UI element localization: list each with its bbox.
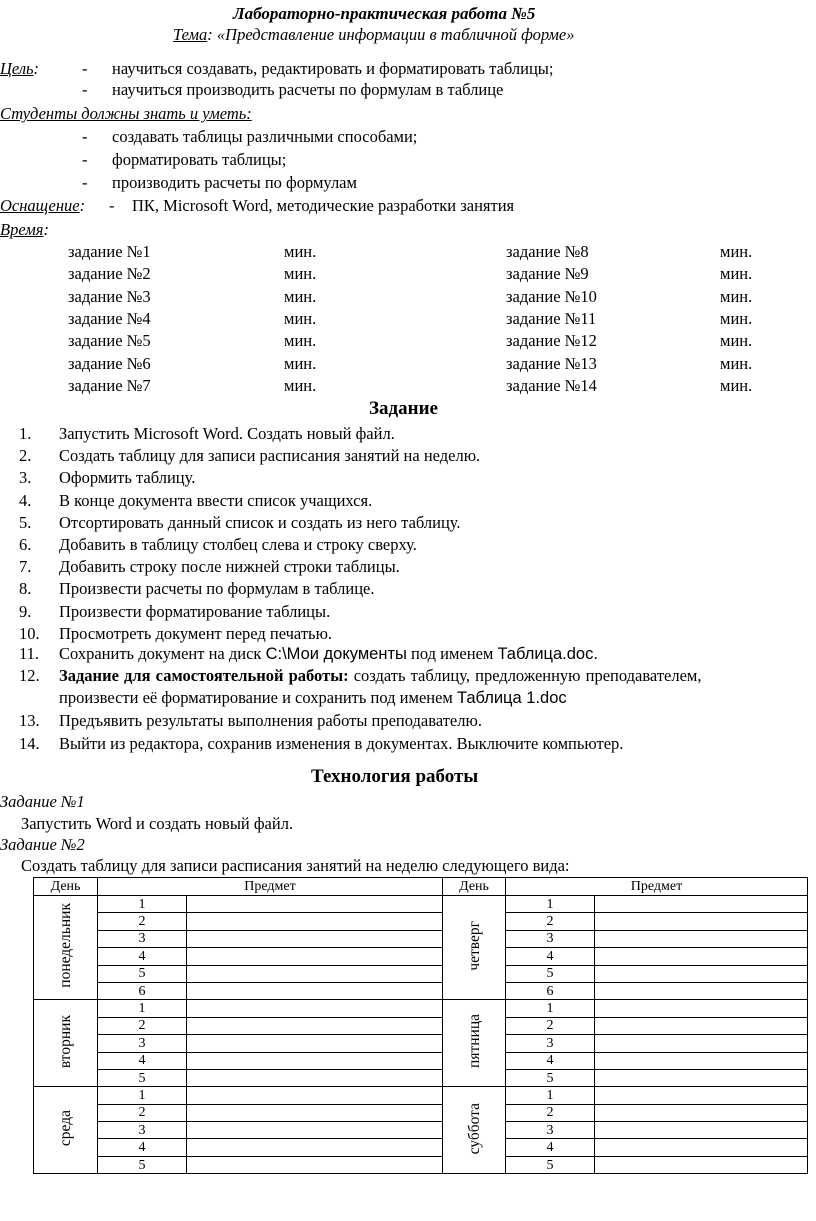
lesson-number: 1 xyxy=(98,1087,187,1104)
task-num-12: 12. xyxy=(19,666,40,685)
subject-cell[interactable] xyxy=(187,1139,443,1156)
day-cell-right xyxy=(443,1000,506,1087)
subject-cell[interactable] xyxy=(595,1156,808,1173)
task-heading: Задание xyxy=(369,398,438,419)
lesson-number: 1 xyxy=(506,1000,595,1017)
lesson-number: 1 xyxy=(506,1087,595,1104)
subject-cell[interactable] xyxy=(187,1156,443,1173)
task2-label: Задание №2 xyxy=(0,835,85,854)
subject-cell[interactable] xyxy=(187,1052,443,1069)
task1-text: Запустить Word и создать новый файл. xyxy=(21,814,294,833)
header-day: День xyxy=(34,878,98,896)
subject-cell[interactable] xyxy=(187,913,443,930)
task-num: 2. xyxy=(19,446,32,466)
time-task-right: задание №14 xyxy=(506,375,597,395)
table-row xyxy=(34,1000,808,1017)
skills-item-2: форматировать таблицы; xyxy=(112,150,287,169)
subject-cell[interactable] xyxy=(595,1069,808,1086)
table-row xyxy=(34,896,808,913)
day-name-right: пятница xyxy=(465,1014,483,1069)
time-unit-left: мин. xyxy=(284,308,317,328)
subject-cell[interactable] xyxy=(187,1087,443,1104)
table-row xyxy=(34,930,808,947)
lesson-number: 3 xyxy=(98,930,187,947)
subject-cell[interactable] xyxy=(595,1052,808,1069)
lesson-number: 4 xyxy=(98,948,187,965)
task-item: Произвести расчеты по формулам в таблице. xyxy=(59,579,375,599)
lesson-number: 1 xyxy=(98,1000,187,1017)
table-row xyxy=(34,1156,808,1173)
equipment-text: ПК, Microsoft Word, методические разработки занятия xyxy=(132,196,515,215)
time-unit-left: мин. xyxy=(284,264,317,284)
subject-cell[interactable] xyxy=(595,896,808,913)
task-item: В конце документа ввести список учащихся. xyxy=(59,490,373,510)
time-unit-right: мин. xyxy=(720,286,753,306)
task-num: 5. xyxy=(19,512,32,532)
time-unit-left: мин. xyxy=(284,331,317,351)
lesson-number: 2 xyxy=(98,1017,187,1034)
task-num: 7. xyxy=(19,557,32,577)
day-name-right: суббота xyxy=(465,1102,483,1154)
time-task-right: задание №9 xyxy=(506,264,589,284)
time-task-left: задание №4 xyxy=(68,308,151,328)
task-item: Добавить строку после нижней строки таблицы. xyxy=(59,557,400,577)
task-num: 8. xyxy=(19,579,32,599)
subject-cell[interactable] xyxy=(187,1104,443,1121)
lesson-number: 5 xyxy=(506,1156,595,1173)
skills-dash-1: - xyxy=(82,127,88,146)
time-unit-left: мин. xyxy=(284,353,317,373)
lesson-number: 2 xyxy=(98,1104,187,1121)
day-name-left: понедельник xyxy=(57,903,74,989)
goal-label-line: Цель: xyxy=(0,59,40,78)
lesson-number: 4 xyxy=(506,1139,595,1156)
subject-cell[interactable] xyxy=(595,965,808,982)
time-task-left: задание №1 xyxy=(68,242,151,261)
equipment-label-line: Оснащение: xyxy=(0,196,86,215)
goal-item-1: научиться создавать, редактировать и форматировать таблицы; xyxy=(112,59,554,78)
subject-cell[interactable] xyxy=(595,948,808,965)
table-row xyxy=(34,1017,808,1034)
day-name-left: среда xyxy=(57,1110,74,1147)
subject-cell[interactable] xyxy=(595,913,808,930)
lesson-number: 3 xyxy=(98,1122,187,1139)
skills-label: Студенты должны знать и уметь: xyxy=(0,104,252,123)
header-day: День xyxy=(443,878,506,896)
day-cell-left xyxy=(34,1087,98,1174)
lesson-number: 2 xyxy=(506,1017,595,1034)
file-name-2: Таблица 1.doc xyxy=(456,689,567,707)
path-text: C:\Мои документы xyxy=(265,645,407,663)
goal-item-2: научиться производить расчеты по формулам в таблице xyxy=(112,80,504,99)
day-cell-left xyxy=(34,896,98,1000)
time-label: Время xyxy=(0,220,44,239)
equipment-dash: - xyxy=(109,196,115,215)
subject-cell[interactable] xyxy=(595,1000,808,1017)
task-item-14: Выйти из редактора, сохранив изменения в документах. Выключите компьютер. xyxy=(59,734,624,753)
equipment-label: Оснащение xyxy=(0,196,80,215)
subject-cell[interactable] xyxy=(187,1035,443,1052)
lesson-number: 3 xyxy=(506,1035,595,1052)
time-unit-right: мин. xyxy=(720,242,753,261)
task-num: 10. xyxy=(19,623,40,643)
lesson-number: 4 xyxy=(98,1052,187,1069)
task-num: 6. xyxy=(19,535,32,554)
lesson-number: 5 xyxy=(98,1069,187,1086)
schedule-table xyxy=(33,877,808,1174)
task2-text: Создать таблицу для записи расписания занятий на неделю следующего вида: xyxy=(21,856,570,875)
task-item: Просмотреть документ перед печатью. xyxy=(59,623,333,643)
time-unit-right: мин. xyxy=(720,375,753,395)
lesson-number: 1 xyxy=(506,896,595,913)
task-item-13: Предъявить результаты выполнения работы преподавателю. xyxy=(59,711,482,730)
subject-cell[interactable] xyxy=(187,948,443,965)
theme-text: : «Представление информации в табличной форме» xyxy=(207,25,575,44)
lesson-number: 3 xyxy=(98,1035,187,1052)
subject-cell[interactable] xyxy=(187,965,443,982)
task-item: Произвести форматирование таблицы. xyxy=(59,601,331,621)
lesson-number: 5 xyxy=(506,1069,595,1086)
task-item-12-line2: произвести её форматирование и сохранить под именем Таблица 1.doc xyxy=(59,688,567,707)
task-num-14: 14. xyxy=(19,734,40,753)
time-unit-left: мин. xyxy=(284,242,317,261)
lesson-number: 4 xyxy=(98,1139,187,1156)
time-task-left: задание №5 xyxy=(68,331,151,351)
theme-line xyxy=(173,25,574,45)
subject-cell[interactable] xyxy=(595,1087,808,1104)
task-num: 9. xyxy=(19,601,32,621)
task-num: 3. xyxy=(19,468,32,488)
subject-cell[interactable] xyxy=(187,1069,443,1086)
lesson-number: 4 xyxy=(506,948,595,965)
time-label-line: Время: xyxy=(0,220,49,239)
table-row xyxy=(34,1139,808,1156)
skills-dash-3: - xyxy=(82,173,88,192)
file-name: Таблица.doc. xyxy=(497,645,598,663)
lesson-number: 2 xyxy=(506,913,595,930)
day-cell-right xyxy=(443,1087,506,1174)
table-row xyxy=(34,1069,808,1086)
task-num-11: 11. xyxy=(19,644,40,663)
day-cell-right xyxy=(443,896,506,1000)
time-unit-left: мин. xyxy=(284,375,317,395)
subject-cell[interactable] xyxy=(595,930,808,947)
day-name-left: вторник xyxy=(57,1014,74,1068)
subject-cell[interactable] xyxy=(595,1104,808,1121)
table-row xyxy=(34,965,808,982)
subject-cell[interactable] xyxy=(595,982,808,999)
table-row xyxy=(34,982,808,999)
table-row xyxy=(34,1035,808,1052)
time-task-right: задание №12 xyxy=(506,331,597,351)
time-task-right: задание №11 xyxy=(506,308,597,328)
task-item-11: Сохранить документ на диск C:\Мои документы под именем Таблица.doc. xyxy=(59,644,598,663)
goal-label: Цель xyxy=(0,59,34,78)
time-task-left: задание №7 xyxy=(68,375,151,395)
lesson-number: 5 xyxy=(98,965,187,982)
subject-cell[interactable] xyxy=(595,1035,808,1052)
table-header-row xyxy=(34,878,808,896)
lesson-number: 2 xyxy=(98,913,187,930)
task-item-12: Задание для самостоятельной работы: создать таблицу, предложенную преподавателем, xyxy=(59,666,702,685)
time-unit-left: мин. xyxy=(284,286,317,306)
self-work-label: Задание для самостоятельной работы: xyxy=(59,666,349,685)
time-task-left: задание №3 xyxy=(68,286,151,306)
subject-cell[interactable] xyxy=(187,1000,443,1017)
lesson-number: 5 xyxy=(506,965,595,982)
skills-dash-2: - xyxy=(82,150,88,169)
table-row xyxy=(34,1087,808,1104)
subject-cell[interactable] xyxy=(187,930,443,947)
lesson-number: 4 xyxy=(506,1052,595,1069)
document-title: Лабораторно-практическая работа №5 xyxy=(233,4,536,23)
goal-dash-1: - xyxy=(82,59,88,78)
table-row xyxy=(34,1104,808,1121)
day-cell-left xyxy=(34,1000,98,1087)
time-unit-right: мин. xyxy=(720,308,753,328)
theme-label: Тема xyxy=(173,25,208,44)
header-subject: Предмет xyxy=(506,878,808,896)
task-item: Добавить в таблицу столбец слева и строку сверху. xyxy=(59,535,417,554)
header-subject: Предмет xyxy=(98,878,443,896)
time-task-left: задание №6 xyxy=(68,353,151,373)
lesson-number: 2 xyxy=(506,1104,595,1121)
subject-cell[interactable] xyxy=(595,1017,808,1034)
subject-cell[interactable] xyxy=(187,1017,443,1034)
table-row xyxy=(34,913,808,930)
table-row xyxy=(34,1122,808,1139)
task-num: 1. xyxy=(19,424,32,443)
subject-cell[interactable] xyxy=(595,1122,808,1139)
time-unit-right: мин. xyxy=(720,264,753,284)
skills-item-1: создавать таблицы различными способами; xyxy=(112,127,418,146)
time-task-right: задание №13 xyxy=(506,353,597,373)
lesson-number: 6 xyxy=(506,982,595,999)
table-row xyxy=(34,948,808,965)
lesson-number: 3 xyxy=(506,930,595,947)
time-task-left: задание №2 xyxy=(68,264,151,284)
time-task-right: задание №8 xyxy=(506,242,589,261)
task-item: Запустить Microsoft Word. Создать новый файл. xyxy=(59,424,395,443)
subject-cell[interactable] xyxy=(187,982,443,999)
lesson-number: 6 xyxy=(98,982,187,999)
lesson-number: 5 xyxy=(98,1156,187,1173)
skills-item-3: производить расчеты по формулам xyxy=(112,173,357,192)
lesson-number: 3 xyxy=(506,1122,595,1139)
table-row xyxy=(34,1052,808,1069)
subject-cell[interactable] xyxy=(187,896,443,913)
time-task-right: задание №10 xyxy=(506,286,597,306)
lesson-number: 1 xyxy=(98,896,187,913)
task-item: Создать таблицу для записи расписания занятий на неделю. xyxy=(59,446,481,466)
task1-label: Задание №1 xyxy=(0,792,85,811)
day-name-right: четверг xyxy=(465,920,483,971)
task-num: 4. xyxy=(19,490,32,510)
time-unit-right: мин. xyxy=(720,353,753,373)
task-item: Отсортировать данный список и создать из него таблицу. xyxy=(59,512,461,532)
subject-cell[interactable] xyxy=(595,1139,808,1156)
time-unit-right: мин. xyxy=(720,331,753,351)
task-num-13: 13. xyxy=(19,711,40,730)
task-item: Оформить таблицу. xyxy=(59,468,196,488)
goal-dash-2: - xyxy=(82,80,88,99)
subject-cell[interactable] xyxy=(187,1122,443,1139)
tech-heading: Технология работы xyxy=(311,766,479,787)
